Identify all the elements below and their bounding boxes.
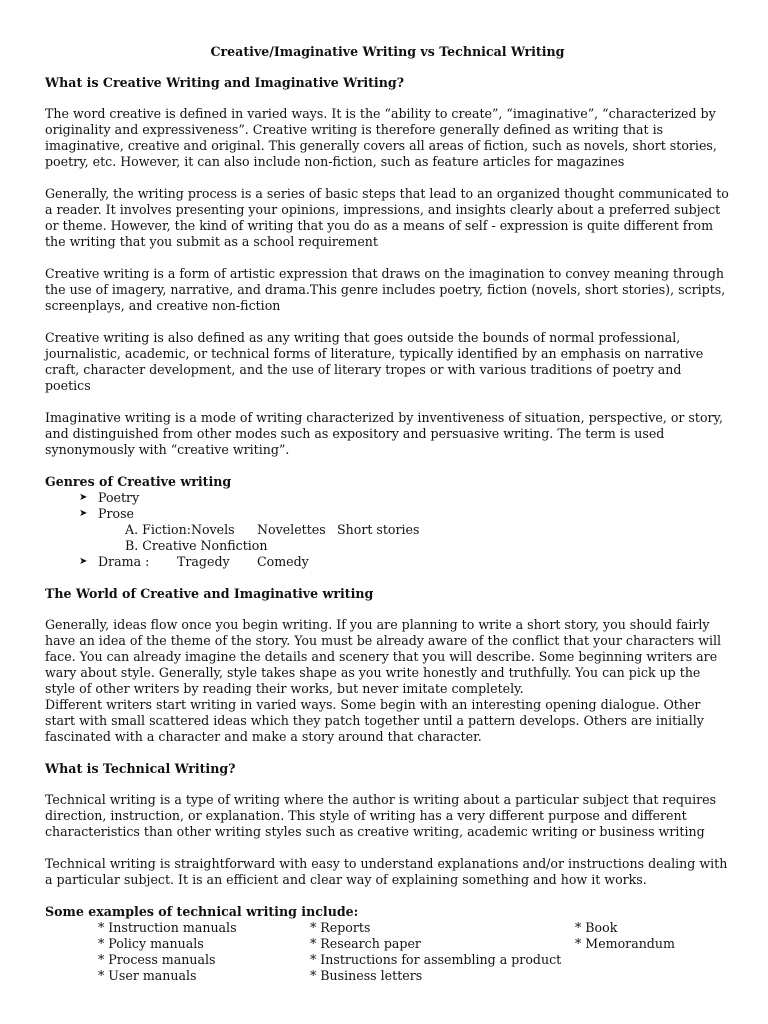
paragraph: The word creative is defined in varied ways. It is the “ability to create”, “imaginative”, “characterized by originality and expressiveness”. Creative writing is therefore generally defined as writing that is imaginative, creative and original. This generally covers all areas of fiction, such as novels, short stories, poetry, etc. However, it can also include non-fiction, such as feature articles for magazines bbox=[45, 106, 717, 169]
list-item bbox=[45, 554, 730, 570]
technical-writing-heading: What is Technical Writing? bbox=[45, 761, 236, 776]
fiction-novelettes: Novelettes bbox=[257, 522, 326, 537]
genres-list bbox=[45, 490, 730, 570]
list-item: * Research paper bbox=[310, 936, 421, 951]
genre-drama: Drama : bbox=[98, 554, 150, 569]
list-item: * Book bbox=[575, 920, 618, 935]
list-item bbox=[45, 506, 730, 522]
fiction-short-stories: Short stories bbox=[337, 522, 420, 537]
list-item: * User manuals bbox=[98, 968, 197, 983]
paragraph: Generally, ideas flow once you begin writing. If you are planning to write a short story, you should fairly have an idea of the theme of the story. You must be already aware of the conflict that your characters will face. You can already imagine the details and scenery that you will describe. Some beginning writers are wary about style. Generally, style takes shape as you write honestly and truthfully. You can pick up the style of other writers by reading their works, but never imitate completely. bbox=[45, 617, 722, 696]
world-of-creative-writing-heading: The World of Creative and Imaginative writing bbox=[45, 586, 374, 601]
examples-column-3 bbox=[575, 920, 725, 984]
list-item: * Memorandum bbox=[575, 936, 675, 951]
document-title: Creative/Imaginative Writing vs Technical Writing bbox=[210, 44, 565, 59]
list-item: * Business letters bbox=[310, 968, 423, 983]
examples-heading: Some examples of technical writing include: bbox=[45, 904, 359, 919]
list-item: * Reports bbox=[310, 920, 371, 935]
paragraph: Different writers start writing in varied ways. Some begin with an interesting opening dialogue. Other start with small scattered ideas which they patch together until a pattern develops. Others are initially fascinated with a character and make a story around that character. bbox=[45, 697, 704, 744]
genre-prose: Prose bbox=[98, 506, 134, 521]
list-item: * Policy manuals bbox=[98, 936, 204, 951]
arrow-bullet-icon: ➤ bbox=[79, 508, 88, 519]
document-page bbox=[45, 44, 730, 984]
drama-comedy: Comedy bbox=[257, 554, 309, 569]
examples-column-1 bbox=[98, 920, 310, 984]
examples-column-2 bbox=[310, 920, 575, 984]
paragraph: Technical writing is straightforward with easy to understand explanations and/or instructions dealing with a particular subject. It is an efficient and clear way of explaining something and how it works. bbox=[45, 856, 728, 887]
paragraph: Generally, the writing process is a series of basic steps that lead to an organized thought communicated to a reader. It involves presenting your opinions, impressions, and insights clearly about a preferred subject or theme. However, the kind of writing that you do as a means of self - expression is quite different from the writing that you submit as a school requirement bbox=[45, 186, 729, 249]
list-item bbox=[45, 490, 730, 506]
list-item: * Process manuals bbox=[98, 952, 216, 967]
fiction-novels: A. Fiction:Novels bbox=[125, 522, 235, 537]
paragraph: Creative writing is also defined as any writing that goes outside the bounds of normal professional, journalistic, academic, or technical forms of literature, typically identified by an emphasis on narrative craft, character development, and the use of literary tropes or with various traditions of poetry and poetics bbox=[45, 330, 704, 393]
paragraph: Imaginative writing is a mode of writing characterized by inventiveness of situation, perspective, or story, and distinguished from other modes such as expository and persuasive writing. The term is used synonymously with “creative writing”. bbox=[45, 410, 723, 457]
list-item bbox=[45, 522, 730, 538]
drama-tragedy: Tragedy bbox=[177, 554, 230, 569]
arrow-bullet-icon: ➤ bbox=[79, 556, 88, 567]
creative-nonfiction: B. Creative Nonfiction bbox=[125, 538, 268, 553]
paragraph: Creative writing is a form of artistic expression that draws on the imagination to convey meaning through the use of imagery, narrative, and drama.This genre includes poetry, fiction (novels, short stories), scripts, screenplays, and creative non-fiction bbox=[45, 266, 726, 313]
genre-poetry: Poetry bbox=[98, 490, 140, 505]
list-item: * Instruction manuals bbox=[98, 920, 237, 935]
examples-list bbox=[45, 920, 730, 984]
list-item bbox=[45, 538, 730, 554]
arrow-bullet-icon: ➤ bbox=[79, 492, 88, 503]
creative-writing-heading: What is Creative Writing and Imaginative Writing? bbox=[45, 75, 405, 90]
genres-heading: Genres of Creative writing bbox=[45, 474, 232, 489]
list-item: * Instructions for assembling a product bbox=[310, 952, 562, 967]
paragraph: Technical writing is a type of writing where the author is writing about a particular subject that requires direction, instruction, or explanation. This style of writing has a very different purpose and different characteristics than other writing styles such as creative writing, academic writing or business writing bbox=[45, 792, 717, 839]
